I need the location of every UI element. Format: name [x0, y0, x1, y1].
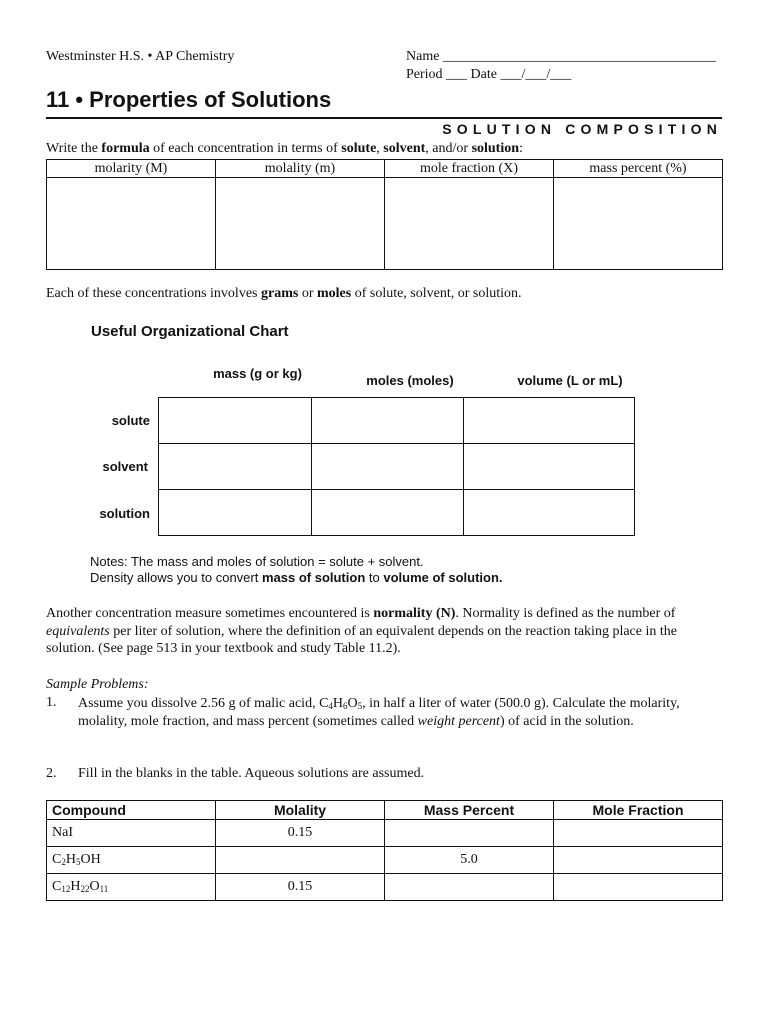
- problem-2-text: Fill in the blanks in the table. Aqueous solutions are assumed.: [78, 766, 425, 781]
- p1-text: ) of acid in the solution.: [499, 713, 634, 729]
- table-row: [47, 847, 723, 874]
- norm-text: . Normality is defined as the number of: [455, 606, 676, 621]
- compound-cell: NaI: [47, 820, 216, 847]
- para-text: of solute, solvent, or solution.: [351, 286, 522, 301]
- norm-text: Another concentration measure sometimes encountered is: [46, 606, 374, 621]
- norm-italic: equivalents: [46, 623, 110, 639]
- formula-subscript: 2: [61, 857, 66, 867]
- p1-text: Assume you dissolve 2.56 g of malic acid, C: [78, 696, 329, 711]
- mass-percent-cell[interactable]: [385, 820, 554, 847]
- problem-2-number: 2.: [46, 766, 57, 781]
- org-chart-notes: [90, 554, 503, 586]
- org-cell[interactable]: [312, 444, 464, 490]
- org-cell[interactable]: [464, 490, 635, 536]
- molality-cell: 0.15: [216, 820, 385, 847]
- table-row: [47, 820, 723, 847]
- problem-1-number: 1.: [46, 695, 57, 710]
- formula-part: C: [52, 852, 62, 867]
- para-text: Each of these concentrations involves: [46, 286, 261, 301]
- header-molarity: molarity (M): [47, 160, 216, 178]
- header-molality: Molality: [216, 801, 385, 820]
- org-row-solvent: solvent: [102, 459, 148, 474]
- answer-row: [47, 178, 723, 270]
- compound-cell: [47, 847, 216, 874]
- formula-part: H: [70, 879, 81, 894]
- p1-italic: weight percent: [417, 713, 500, 729]
- org-cell[interactable]: [159, 444, 312, 490]
- intro-instruction: [46, 141, 523, 157]
- org-row: [159, 490, 635, 536]
- concentration-table: [46, 159, 723, 270]
- fill-in-blanks-table: [46, 800, 723, 901]
- answer-cell-mole-fraction[interactable]: [385, 178, 554, 270]
- notes-line-2: [90, 570, 503, 586]
- formula-subscript: 11: [99, 884, 109, 894]
- formula-subscript: 22: [80, 884, 90, 894]
- header-mole-fraction: Mole Fraction: [554, 801, 723, 820]
- section-heading: SOLUTION COMPOSITION: [442, 121, 722, 137]
- title-rule: [46, 117, 722, 119]
- name-field: Name _______________________________________: [406, 49, 716, 64]
- grams-moles-paragraph: [46, 286, 522, 302]
- p1-subscript: 5: [357, 701, 363, 711]
- table-header-row: [47, 160, 723, 178]
- org-cell[interactable]: [159, 490, 312, 536]
- intro-bold: solute: [341, 141, 377, 156]
- org-cell[interactable]: [312, 490, 464, 536]
- p1-text: H: [332, 696, 344, 711]
- header-mole-fraction: mole fraction (X): [385, 160, 554, 178]
- org-cell[interactable]: [464, 398, 635, 444]
- intro-bold: formula: [101, 141, 150, 156]
- p1-text: O: [347, 696, 358, 711]
- formula-part: C: [52, 879, 62, 894]
- intro-text: , and/or: [425, 141, 472, 156]
- intro-bold: solution: [471, 141, 520, 156]
- org-col-volume: volume (L or mL): [517, 373, 623, 388]
- answer-cell-molarity[interactable]: [47, 178, 216, 270]
- mole-fraction-cell[interactable]: [554, 820, 723, 847]
- table-row: [47, 874, 723, 901]
- formula-subscript: 12: [61, 884, 71, 894]
- notes-bold: volume of solution.: [383, 570, 503, 585]
- norm-text: per liter of solution, where the definition of an equivalent depends on the reaction taking place in the solution. (See page 513 in your textbook and study Table 11.2).: [46, 623, 677, 656]
- formula-part: O: [89, 879, 100, 894]
- org-row-solute: solute: [111, 413, 150, 428]
- compound-cell: [47, 874, 216, 901]
- header-molality: molality (m): [216, 160, 385, 178]
- header-compound: Compound: [47, 801, 216, 820]
- org-cell[interactable]: [159, 398, 312, 444]
- org-row: [159, 398, 635, 444]
- notes-line-1: Notes: The mass and moles of solution = solute + solvent.: [90, 554, 424, 569]
- normality-paragraph: [46, 605, 726, 658]
- sample-problems-heading: Sample Problems:: [46, 677, 149, 692]
- answer-cell-mass-percent[interactable]: [554, 178, 723, 270]
- course-header: Westminster H.S. • AP Chemistry: [46, 49, 235, 64]
- org-col-mass: mass (g or kg): [213, 366, 302, 381]
- notes-bold: mass of solution: [261, 570, 366, 585]
- intro-text: of each concentration in terms of: [149, 141, 342, 156]
- formula-subscript: 5: [75, 857, 81, 867]
- norm-bold: normality (N): [373, 606, 456, 621]
- mass-percent-cell[interactable]: [385, 874, 554, 901]
- notes-text: Density allows you to convert: [90, 570, 262, 585]
- p1-text: , in half a liter of water (500.0 g). Calculate the molarity, molality, mole fraction, and mass percent (sometimes called: [78, 696, 680, 729]
- period-date-field: Period ___ Date ___/___/___: [406, 67, 572, 82]
- intro-bold: solvent: [383, 141, 426, 156]
- intro-text: :: [519, 141, 523, 156]
- table-header-row: [47, 801, 723, 820]
- org-row: [159, 444, 635, 490]
- org-cell[interactable]: [464, 444, 635, 490]
- molality-cell: 0.15: [216, 874, 385, 901]
- org-chart-title: Useful Organizational Chart: [91, 323, 289, 340]
- para-text: or: [298, 286, 317, 301]
- notes-text: to: [365, 570, 384, 585]
- org-row-solution: solution: [99, 506, 150, 521]
- organizational-chart-grid: [158, 397, 635, 536]
- p1-subscript: 4: [328, 701, 333, 711]
- header-mass-percent: Mass Percent: [385, 801, 554, 820]
- formula-part: H: [65, 852, 76, 867]
- mole-fraction-cell[interactable]: [554, 847, 723, 874]
- intro-text: ,: [376, 141, 384, 156]
- p1-subscript: 6: [343, 701, 348, 711]
- page-title: 11 • Properties of Solutions: [46, 87, 332, 112]
- para-bold: moles: [316, 286, 352, 301]
- para-bold: grams: [260, 286, 299, 301]
- org-col-moles: moles (moles): [366, 373, 454, 388]
- answer-cell-molality[interactable]: [216, 178, 385, 270]
- mole-fraction-cell[interactable]: [554, 874, 723, 901]
- org-cell[interactable]: [312, 398, 464, 444]
- molality-cell[interactable]: [216, 847, 385, 874]
- mass-percent-cell: 5.0: [385, 847, 554, 874]
- header-mass-percent: mass percent (%): [554, 160, 723, 178]
- formula-part: OH: [80, 852, 101, 867]
- intro-text: Write the: [46, 141, 102, 156]
- problem-1-text: [78, 695, 718, 730]
